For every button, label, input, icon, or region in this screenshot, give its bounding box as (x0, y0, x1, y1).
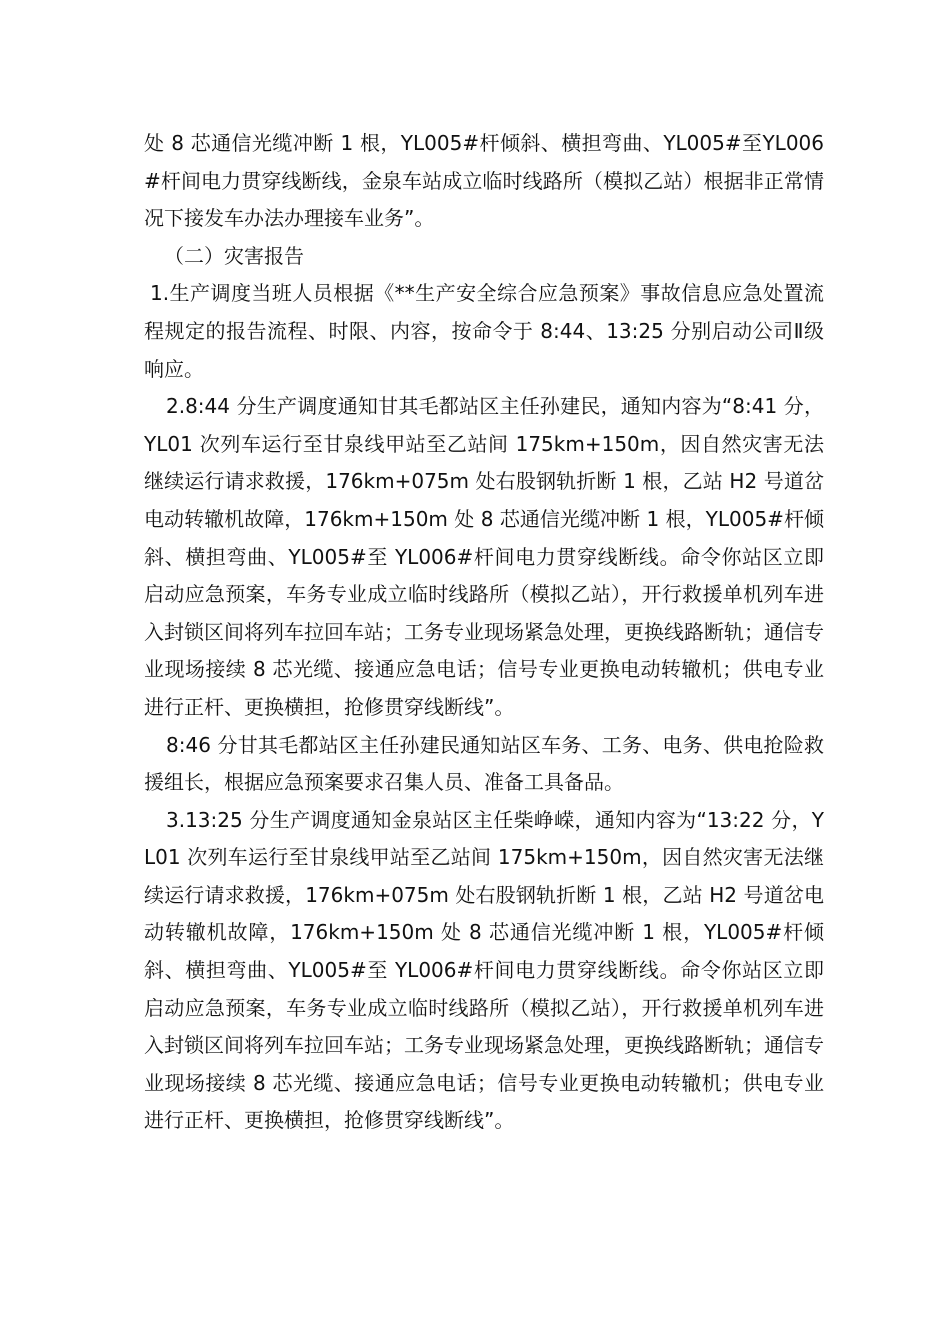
document-body (144, 125, 824, 1140)
paragraph-item-3: 3.13:25 分生产调度通知金泉站区主任柴峥嵘，通知内容为“13:22 分，YL01 次列车运行至甘泉线甲站至乙站间 175km+150m，因自然灾害无法继续运行请求救援，176km+075m 处右股钢轨折断 1 根，乙站 H2 号道岔电动转辙机故障，176km+150m 处 8 芯通信光缆冲断 1 根，YL005#杆倾斜、横担弯曲、YL005#至 YL006#杆间电力贯穿线断线。命令你站区立即启动应急预案，车务专业成立临时线路所（模拟乙站），开行救援单机列车进入封锁区间将列车拉回车站；工务专业现场紧急处理，更换线路断轨；通信专业现场接续 8 芯光缆、接通应急电话；信号专业更换电动转辙机；供电专业进行正杆、更换横担，抢修贯穿线断线”。 (144, 807, 824, 1133)
paragraph-continuation: 处 8 芯通信光缆冲断 1 根，YL005#杆倾斜、横担弯曲、YL005#至YL006#杆间电力贯穿线断线，金泉车站成立临时线路所（模拟乙站）根据非正常情况下接发车办法办理接车业务”。 (144, 131, 824, 231)
section-heading-disaster-report: （二）灾害报告 (164, 243, 304, 268)
paragraph-item-1: 1.生产调度当班人员根据《**生产安全综合应急预案》事故信息应急处置流程规定的报告流程、时限、内容，按命令于 8:44、13:25 分别启动公司Ⅱ级响应。 (144, 281, 824, 381)
paragraph-notice-846: 8:46 分甘其毛都站区主任孙建民通知站区车务、工务、电务、供电抢险救援组长，根据应急预案要求召集人员、准备工具备品。 (144, 732, 824, 795)
paragraph-item-2: 2.8:44 分生产调度通知甘其毛都站区主任孙建民，通知内容为“8:41 分，YL01 次列车运行至甘泉线甲站至乙站间 175km+150m，因自然灾害无法继续运行请求救援，176km+075m 处右股钢轨折断 1 根，乙站 H2 号道岔电动转辙机故障，176km+150m 处 8 芯通信光缆冲断 1 根，YL005#杆倾斜、横担弯曲、YL005#至 YL006#杆间电力贯穿线断线。命令你站区立即启动应急预案，车务专业成立临时线路所（模拟乙站），开行救援单机列车进入封锁区间将列车拉回车站；工务专业现场紧急处理，更换线路断轨；通信专业现场接续 8 芯光缆、接通应急电话；信号专业更换电动转辙机；供电专业进行正杆、更换横担，抢修贯穿线断线”。 (144, 394, 824, 719)
